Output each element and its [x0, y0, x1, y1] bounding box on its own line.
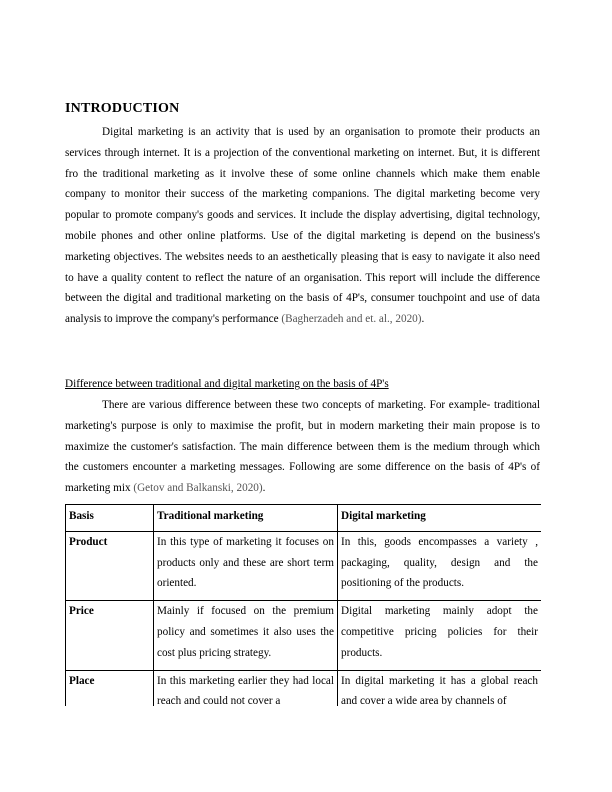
introduction-text: Digital marketing is an activity that is used by an organisation to promote their products an services through internet. It is a projection of the conventional marketing on internet. But, it is different fro the traditional marketing as it involve these of some online channels which make them enable company to monitor their success of the marketing companions. The digital marketing become very popular to promote company's goods and services. It include the display advertising, digital technology, mobile phones and other online platforms. Use of the digital marketing is depend on the business's marketing objectives. The websites needs to an aesthetically pleasing that is easy to navigate it also need to have a quality content to reflect the nature of an organisation. This report will include the difference between the digital and traditional marketing on the basis of 4P's, consumer touchpoint and use of data analysis to improve the company's performance — [65, 126, 540, 326]
introduction-citation: (Bagherzadeh and et. al., 2020) — [281, 313, 422, 326]
header-traditional-marketing: Traditional marketing — [154, 505, 338, 532]
row-label-product: Product — [66, 531, 154, 600]
cell-place-digital: In digital marketing it has a global reach and cover a wide area by channels of — [338, 670, 542, 706]
cell-price-digital: Digital marketing mainly adopt the competitive pricing policies for their products. — [338, 601, 542, 670]
header-basis: Basis — [66, 505, 154, 532]
introduction-period: . — [421, 313, 425, 326]
difference-citation: (Getov and Balkanski, 2020) — [133, 482, 263, 495]
comparison-table-wrapper — [65, 504, 541, 706]
header-digital-marketing: Digital marketing — [338, 505, 542, 532]
introduction-paragraph — [65, 122, 540, 330]
cell-place-traditional: In this marketing earlier they had local reach and could not cover a — [154, 670, 338, 706]
row-label-price: Price — [66, 601, 154, 670]
row-label-place: Place — [66, 670, 154, 706]
difference-period: . — [262, 482, 266, 495]
comparison-table — [65, 504, 541, 706]
cell-product-traditional: In this type of marketing it focuses on products only and these are short term oriented. — [154, 531, 338, 600]
cell-product-digital: In this, goods encompasses a variety , packaging, quality, design and the positioning of the products. — [338, 531, 542, 600]
difference-subheading: Difference between traditional and digital marketing on the basis of 4P's — [65, 378, 389, 390]
table-header-row — [66, 505, 542, 532]
cell-price-traditional: Mainly if focused on the premium policy and sometimes it also uses the cost plus pricing strategy. — [154, 601, 338, 670]
table-row-product — [66, 531, 542, 600]
difference-paragraph — [65, 395, 540, 499]
table-row-place — [66, 670, 542, 706]
difference-text: There are various difference between these two concepts of marketing. For example- traditional marketing's purpose is only to maximise the profit, but in modern marketing their main propose is to maximize the customer's satisfaction. The main difference between them is the medium through which the customers encounter a marketing messages. Following are some difference on the basis of 4P's of marketing mix — [65, 399, 540, 495]
section-heading-introduction: INTRODUCTION — [65, 101, 180, 116]
table-row-price — [66, 601, 542, 670]
